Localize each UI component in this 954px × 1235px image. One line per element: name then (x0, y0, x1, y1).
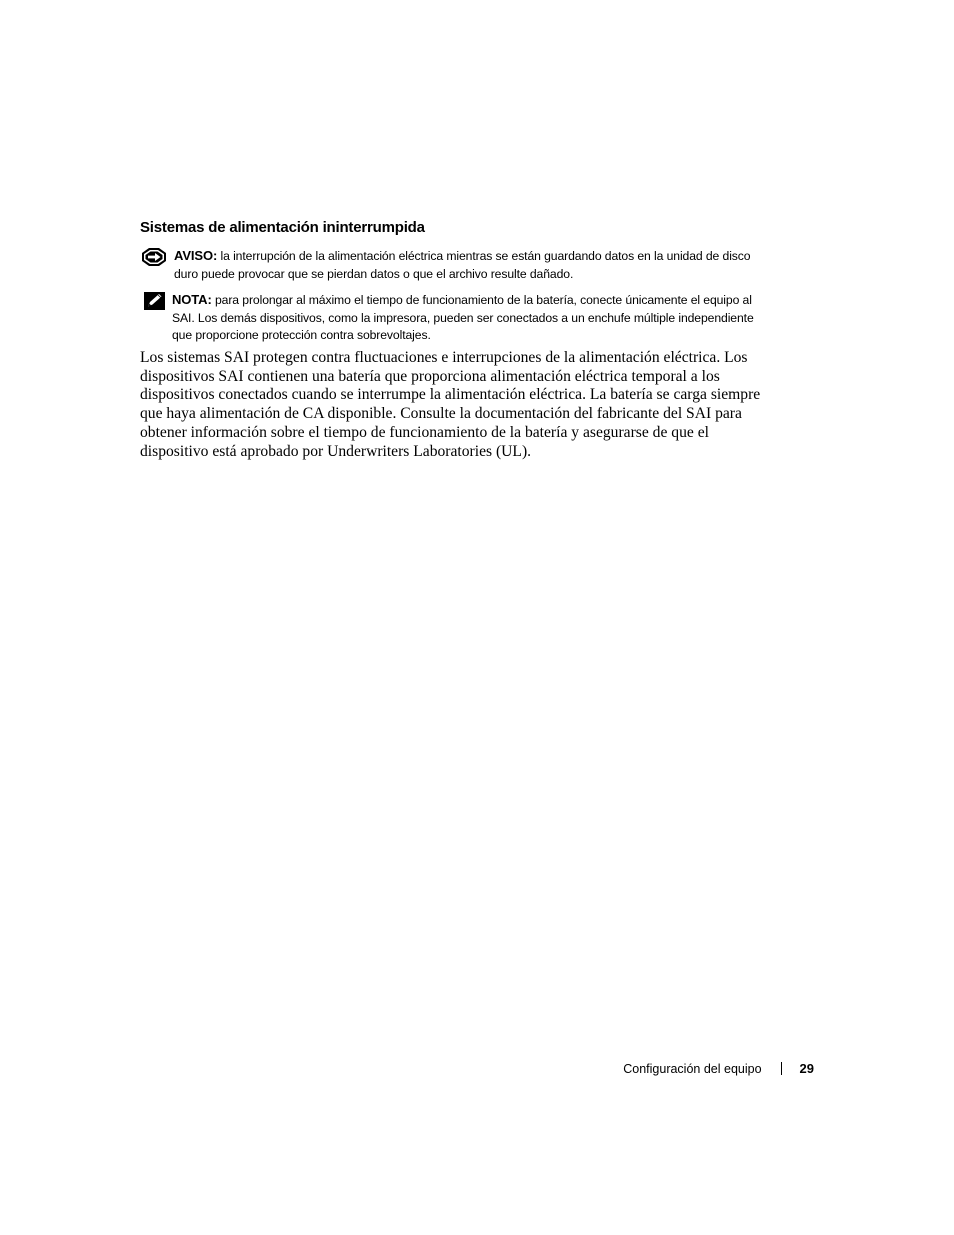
note-box (140, 291, 760, 345)
page-footer (623, 1061, 814, 1076)
footer-chapter-title: Configuración del equipo (623, 1061, 762, 1076)
notice-label: AVISO: (174, 248, 218, 263)
note-text (172, 291, 760, 345)
notice-text (174, 247, 760, 283)
body-paragraph: Los sistemas SAI protegen contra fluctuaciones e interrupciones de la alimentación eléctrica. Los dispositivos SAI contienen una batería que proporciona alimentación eléctrica temporal a los dispositivos conectados cuando se interrumpe la alimentación eléctrica. La batería se carga siempre que haya alimentación de CA disponible. Consulte la documentación del fabricante del SAI para obtener información sobre el tiempo de funcionamiento de la batería y asegurarse de que el dispositivo está aprobado por Underwriters Laboratories (UL). (140, 349, 761, 460)
notice-box (140, 247, 760, 283)
footer-separator (781, 1062, 782, 1075)
notice-stop-icon (141, 247, 167, 267)
notice-body: la interrupción de la alimentación eléctrica mientras se están guardando datos en la unidad de disco duro puede provocar que se pierdan datos o que el archivo resulte dañado. (174, 249, 751, 281)
page-number: 29 (799, 1061, 814, 1076)
note-body: para prolongar al máximo el tiempo de funcionamiento de la batería, conecte únicamente el equipo al SAI. Los demás dispositivos, como la impresora, pueden ser conectados a un enchufe múltiple independiente que proporcione protección contra sobrevoltajes. (172, 293, 754, 342)
note-label: NOTA: (172, 292, 212, 307)
section-heading: Sistemas de alimentación ininterrumpida (140, 219, 425, 236)
note-pencil-icon (141, 291, 167, 311)
